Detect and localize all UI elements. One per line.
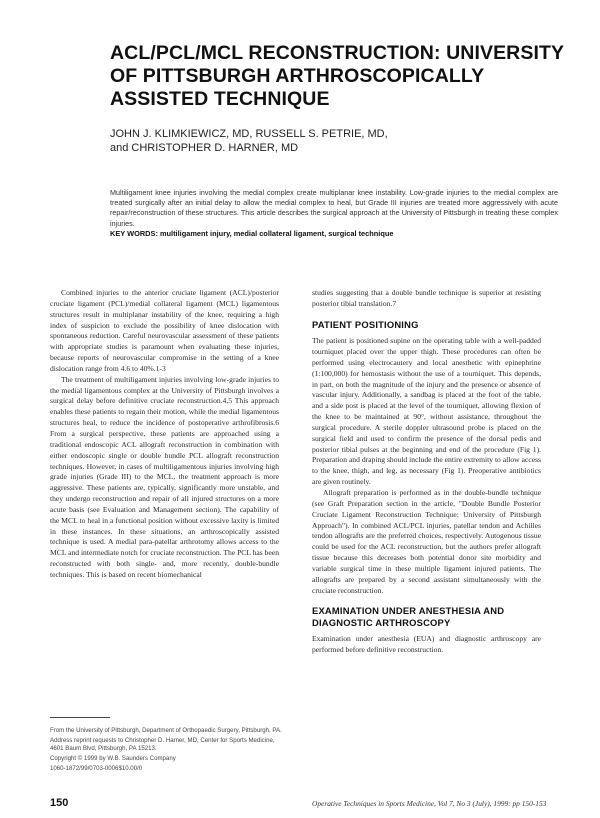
footnote-reprint: Address reprint requests to Christopher D. Harner, MD, Center for Sports Medicine, 4601 Baum Blvd, Pittsburgh, PA 15213. bbox=[50, 737, 275, 752]
key-words: KEY WORDS: multiligament injury, medial collateral ligament, surgical technique bbox=[110, 229, 394, 238]
heading-line-1: EXAMINATION UNDER ANESTHESIA AND bbox=[312, 605, 505, 617]
right-column bbox=[312, 288, 541, 766]
authors-line-1: JOHN J. KLIMKIEWICZ, MD, RUSSELL S. PETRIE, MD, bbox=[110, 128, 388, 140]
footnote-divider bbox=[50, 717, 110, 718]
abstract: Multiligament knee injuries involving the medial complex create multiplanar knee instability. Low-grade injuries to the medial complex are treated surgically after an initial delay to allow the medial complex to heal, but Grade III injuries are treated more aggressively with acute repair/reconstruction of these structures. This article describes the surgical approach at the University of Pittsburgh in treating these complex injuries. bbox=[110, 188, 558, 228]
footnote-copyright: Copyright © 1999 by W.B. Saunders Company bbox=[50, 755, 176, 762]
footnote-affiliation: From the University of Pittsburgh, Department of Orthopaedic Surgery, Pittsburgh, PA. bbox=[50, 727, 282, 734]
page-number: 150 bbox=[50, 797, 69, 809]
section-heading-patient-positioning: PATIENT POSITIONING bbox=[312, 318, 419, 330]
body-paragraph: The patient is positioned supine on the operating table with a well-padded tourniquet placed over the upper thigh. These procedures can often be performed using electrocautery and local anesthetic with epinephrine (1:100,000) for hemostasis without the use of a tourniquet. This depends, in part, on both the magnitude of the injury and the presence or absence of vascular injury. Additionally, a sandbag is placed at the foot of the table, and a side post is placed at the level of the tourniquet, allowing flexion of the knee to be maintained at 90°, without assistance, throughout the surgical procedure. A sterile doppler ultrasound probe is placed on the surgical field and used to confirm the presence of the dorsal pedis and posterior tibial pulses at the beginning and end of the procedure (Fig 1). Preparation and draping should include the entire extremity to allow access to the knee, thigh, and leg, as necessary (Fig 1). Preoperative antibiotics are given routinely. bbox=[312, 336, 541, 487]
footnotes bbox=[50, 727, 282, 775]
body-paragraph: The treatment of multiligament injuries involving low-grade injuries to the medial ligamentous complex at the University of Pittsburgh involves a surgical delay before definitive cruciate reconstruction.4,5 This approach enables these patients to regain their motion, while the medial ligamentous structures heal, to reduce the incidence of postoperative arthrofibrosis.6 From a surgical perspective, these patients are approached using a traditional endoscopic ACL allograft reconstruction in combination with either endoscopic single or double bundle PCL allograft reconstruction techniques. However, in cases of multiligamentous injuries involving high grade injuries (Grade III) to the MCL, the treatment approach is more aggressive. These patients are, typically, significantly more unstable, and they undergo reconstruction and repair of all injured structures on a more acute basis (see Evaluation and Management section). The capability of the MCL to heal in a functional position without excessive laxity is limited in these instances. In these situations, an arthroscopically assisted technique is used. A medial para-patellar arthrotomy allows access to the MCL and intermediate notch for cruciate reconstruction. The PCL has been reconstructed with both single- and, more recently, double-bundle techniques. This is based on recent biomechanical bbox=[50, 374, 279, 579]
title-line-2: OF PITTSBURGH ARTHROSCOPICALLY bbox=[110, 65, 485, 87]
heading-line-2: DIAGNOSTIC ARTHROSCOPY bbox=[312, 616, 451, 628]
body-paragraph: Allograft preparation is performed as in the double-bundle technique (see Graft Preparation section in the article, "Double Bundle Posterior Cruciate Ligament Reconstruction Technique: University of Pittsburgh Approach"). In combined ACL/PCL injuries, patellar tendon and Achilles tendon allografts are the preferred choices, respectively. Autogenous tissue could be used for the ACL reconstruction, but the authors prefer allograft tissue because this decreases both potential donor site morbidity and variable surgical time in these multiple ligament injured patients. The allografts are prepared by a second assistant simultaneously with the cruciate reconstruction. bbox=[312, 488, 541, 595]
section-heading-examination bbox=[312, 605, 541, 628]
authors-line-2: and CHRISTOPHER D. HARNER, MD bbox=[110, 142, 299, 154]
body-paragraph: Examination under anesthesia (EUA) and diagnostic arthroscopy are performed before definitive reconstruction. bbox=[312, 634, 541, 655]
body-paragraph: Combined injuries to the anterior cruciate ligament (ACL)/posterior cruciate ligament (PCL)/medial collateral ligament (MCL) ligamentous structures result in multiplanar instability of the knee, requiring a high index of suspicion to exclude the possibility of knee dislocation with spontaneous reduction. Careful neurovascular assessment of these patients with appropriate studies is paramount when evaluating these injuries, because reports of neurovascular compromise in the setting of a knee dislocation range from 4.6 to 40%.1-3 bbox=[50, 288, 279, 373]
left-column bbox=[50, 288, 279, 706]
title-line-1: ACL/PCL/MCL RECONSTRUCTION: UNIVERSITY bbox=[110, 42, 565, 64]
title-line-3: ASSISTED TECHNIQUE bbox=[110, 88, 330, 110]
footnote-issn: 1060-1872/99/0703-0006$10.00/0 bbox=[50, 765, 143, 772]
body-paragraph: studies suggesting that a double bundle technique is superior at resisting posterior tibial translation.7 bbox=[312, 288, 541, 308]
author-list bbox=[110, 127, 550, 155]
journal-citation: Operative Techniques in Sports Medicine, Vol 7, No 3 (July), 1999: pp 150-153 bbox=[312, 799, 547, 808]
article-title bbox=[110, 42, 565, 111]
